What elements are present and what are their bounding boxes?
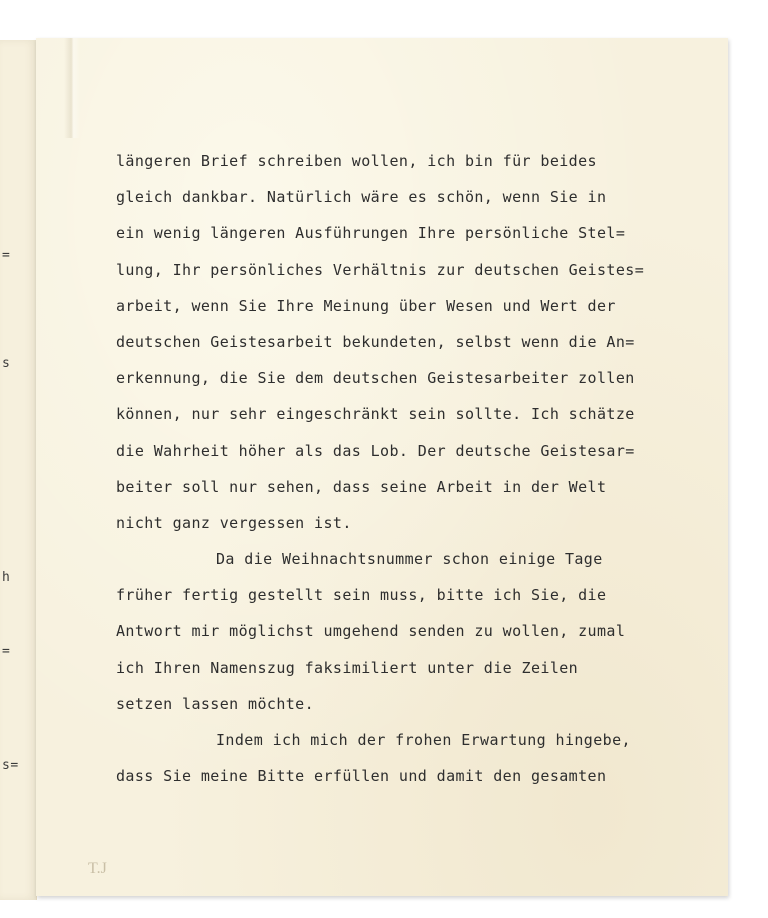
letter-line: setzen lassen möchte. [116, 694, 315, 713]
prev-page-fragment: s [2, 356, 11, 371]
prev-page-fragment: = [2, 248, 11, 263]
prev-page-fragment: = [2, 644, 11, 659]
letter-line: deutschen Geistesarbeit bekundeten, selbst wenn die An= [116, 332, 635, 351]
letter-line: arbeit, wenn Sie Ihre Meinung über Wesen und Wert der [116, 296, 616, 315]
letter-line: erkennung, die Sie dem deutschen Geistesarbeiter zollen [116, 369, 635, 388]
letter-line: früher fertig gestellt sein muss, bitte ich Sie, die [116, 586, 607, 605]
prev-page-fragment: s= [2, 758, 19, 773]
letter-line-indented: Da die Weihnachtsnummer schon einige Tage [216, 550, 603, 569]
letter-line: ein wenig längeren Ausführungen Ihre persönliche Stel= [116, 224, 626, 243]
letter-line: die Wahrheit höher als das Lob. Der deutsche Geistesar= [116, 441, 635, 460]
letter-line: ich Ihren Namenszug faksimiliert unter die Zeilen [116, 658, 579, 677]
letter-line: längeren Brief schreiben wollen, ich bin für beides [116, 152, 597, 170]
faint-corner-mark: T.J [88, 860, 107, 877]
letter-line: lung, Ihr persönliches Verhältnis zur deutschen Geistes= [116, 260, 645, 279]
letter-body [116, 143, 716, 794]
letter-line: dass Sie meine Bitte erfüllen und damit den gesamten [116, 767, 607, 786]
letter-line-indented: Indem ich mich der frohen Erwartung hingebe, [216, 731, 631, 749]
letter-line: können, nur sehr eingeschränkt sein sollte. Ich schätze [116, 405, 635, 424]
paper-fold-crease [64, 38, 80, 138]
letter-line: beiter soll nur sehen, dass seine Arbeit in der Welt [116, 477, 607, 496]
letter-line: nicht ganz vergessen ist. [116, 513, 352, 532]
letter-line: Antwort mir möglichst umgehend senden zu wollen, zumal [116, 622, 626, 641]
previous-page-edge [0, 40, 37, 900]
letter-line: gleich dankbar. Natürlich wäre es schön, wenn Sie in [116, 188, 607, 207]
letter-page [36, 38, 728, 896]
prev-page-fragment: h [2, 570, 11, 585]
